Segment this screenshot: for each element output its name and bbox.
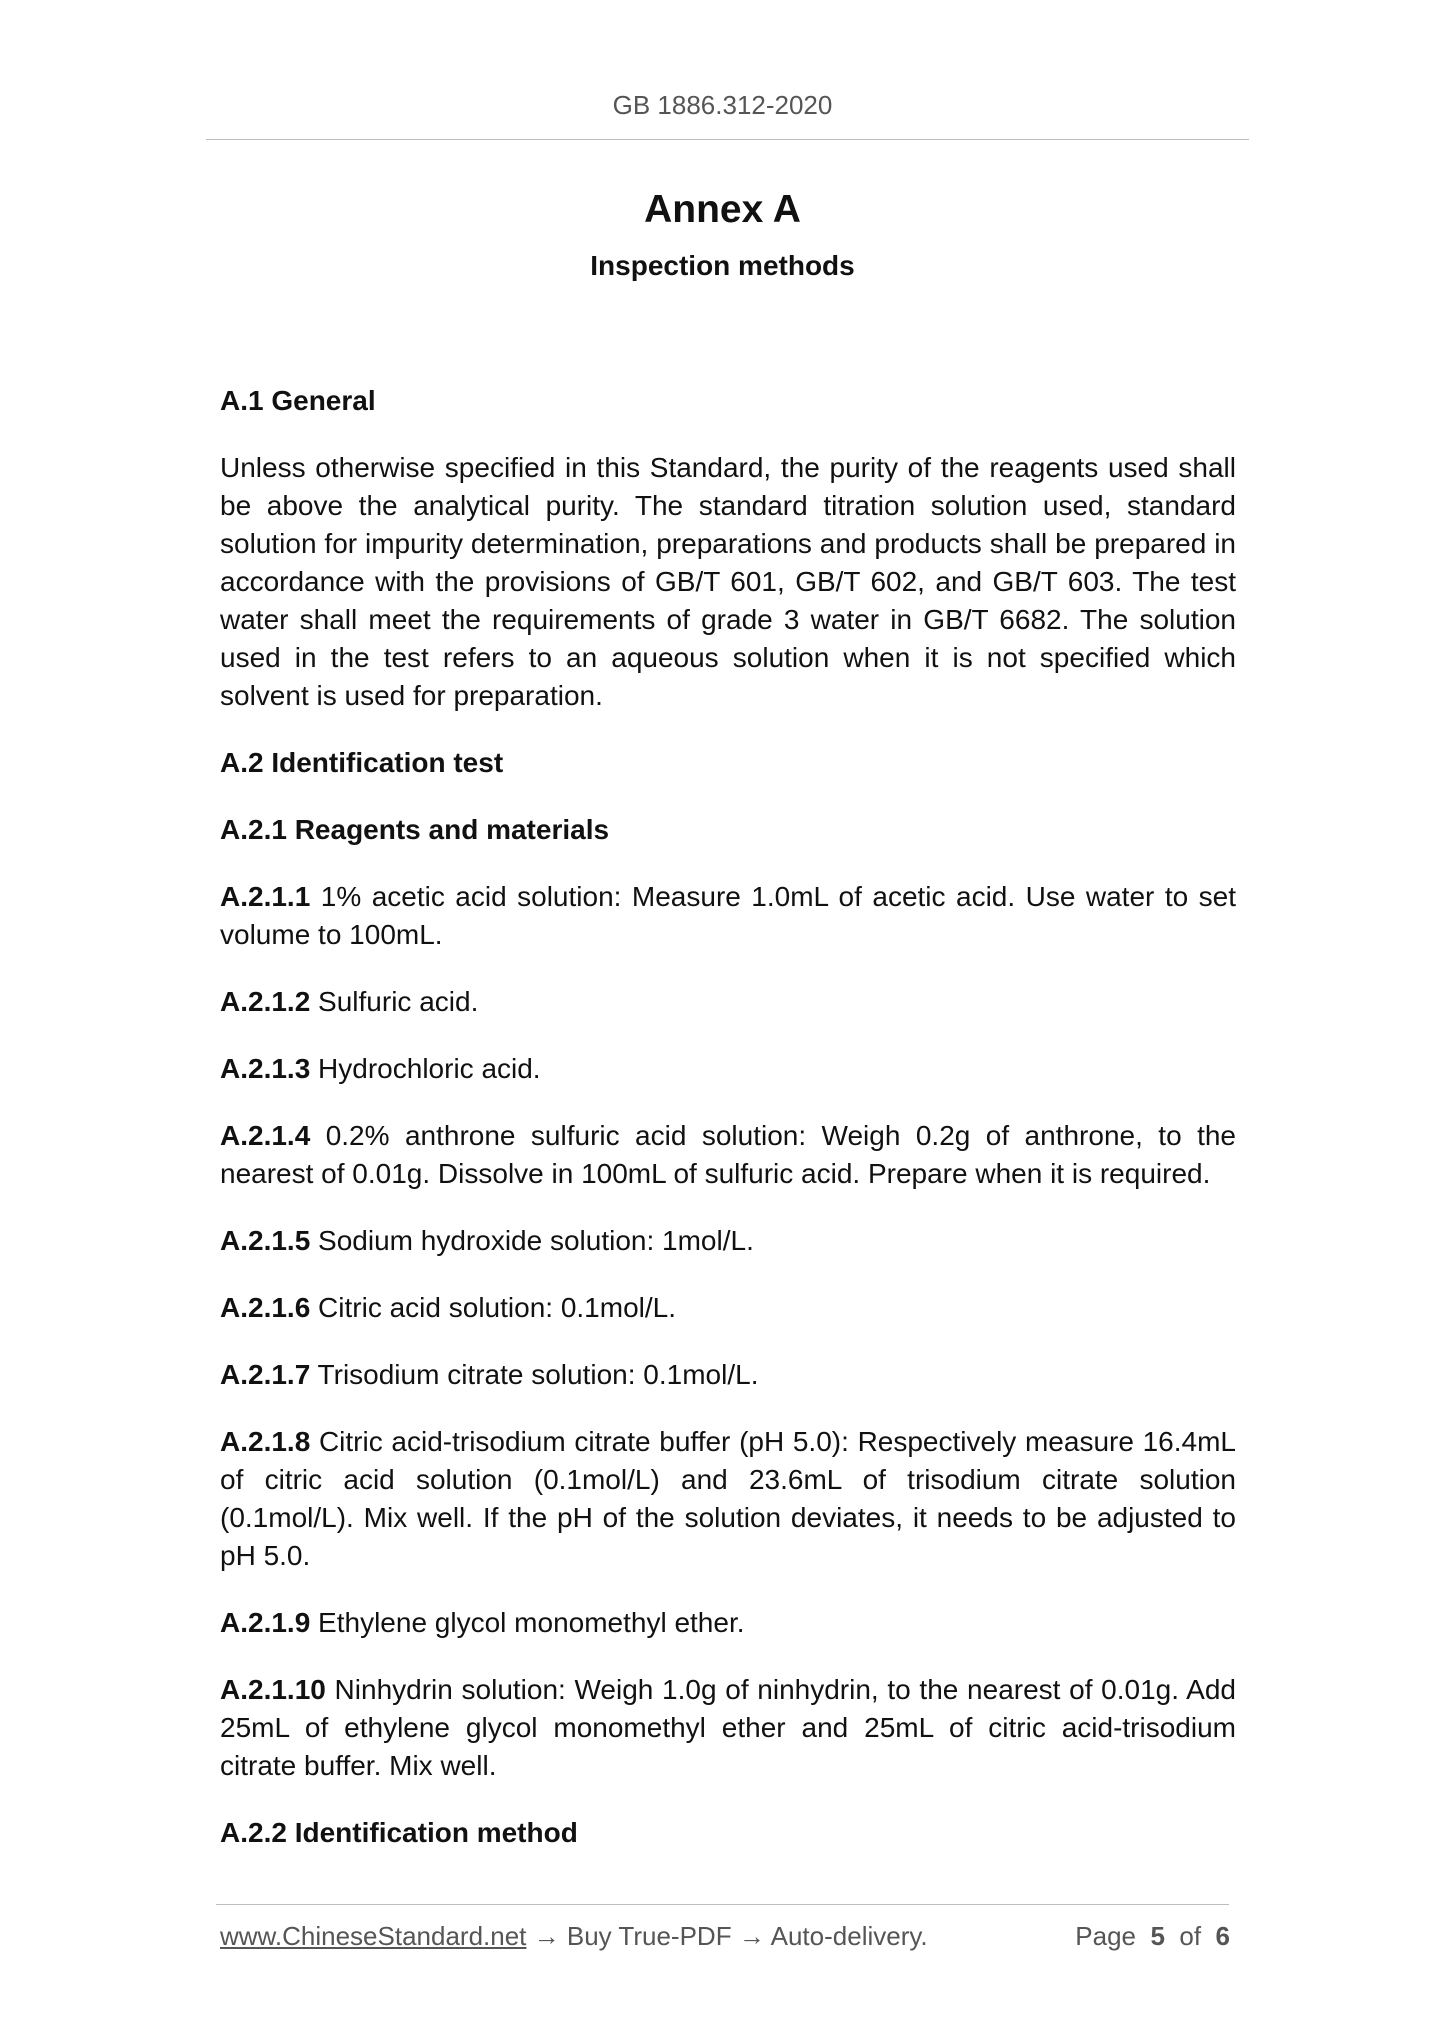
section-heading-a2: A.2 Identification test bbox=[220, 747, 504, 778]
document-header: GB 1886.312-2020 bbox=[612, 90, 833, 120]
clause-a212 bbox=[220, 983, 1236, 1021]
buy-text: Buy True-PDF bbox=[566, 1921, 732, 1951]
header-divider bbox=[206, 139, 1249, 140]
clause-number: A.2.1.7 bbox=[220, 1359, 311, 1390]
clause-text: Hydrochloric acid. bbox=[310, 1053, 541, 1084]
section-heading-a22: A.2.2 Identification method bbox=[220, 1817, 578, 1848]
clause-a217 bbox=[220, 1356, 1236, 1394]
clause-text: Citric acid-trisodium citrate buffer (pH 5.0): Respectively measure 16.4mL of citric acid solution (0.1mol/L) and 23.6mL of trisodium citrate solution (0.1mol/L). Mix well. If the pH of the solution deviates, it needs to be adjusted to pH 5.0. bbox=[220, 1426, 1236, 1571]
delivery-text: Auto-delivery. bbox=[770, 1921, 928, 1951]
clause-text: Citric acid solution: 0.1mol/L. bbox=[310, 1292, 676, 1323]
total-pages: 6 bbox=[1215, 1921, 1230, 1951]
clause-a214 bbox=[220, 1117, 1236, 1193]
clause-number: A.2.1.8 bbox=[220, 1426, 311, 1457]
clause-number: A.2.1.6 bbox=[220, 1292, 311, 1323]
footer-promo bbox=[220, 1921, 928, 1952]
clause-number: A.2.1.9 bbox=[220, 1607, 311, 1638]
clause-a215 bbox=[220, 1222, 1236, 1260]
clause-number: A.2.1.5 bbox=[220, 1225, 311, 1256]
clause-number: A.2.1.3 bbox=[220, 1053, 311, 1084]
clause-number: A.2.1.4 bbox=[220, 1120, 311, 1151]
clause-text: Sulfuric acid. bbox=[310, 986, 479, 1017]
clause-a213 bbox=[220, 1050, 1236, 1088]
clause-text: Ninhydrin solution: Weigh 1.0g of ninhydrin, to the nearest of 0.01g. Add 25mL of ethylene glycol monomethyl ether and 25mL of citric acid-trisodium citrate buffer. Mix well. bbox=[220, 1674, 1236, 1781]
section-a1-paragraph: Unless otherwise specified in this Standard, the purity of the reagents used shall be above the analytical purity. The standard titration solution used, standard solution for impurity determination, preparations and products shall be prepared in accordance with the provisions of GB/T 601, GB/T 602, and GB/T 603. The test water shall meet the requirements of grade 3 water in GB/T 6682. The solution used in the test refers to an aqueous solution when it is not specified which solvent is used for preparation. bbox=[220, 452, 1236, 711]
clause-text: Sodium hydroxide solution: 1mol/L. bbox=[310, 1225, 754, 1256]
section-heading-a21: A.2.1 Reagents and materials bbox=[220, 814, 610, 845]
clause-number: A.2.1.2 bbox=[220, 986, 311, 1017]
clause-number: A.2.1.1 bbox=[220, 881, 311, 912]
current-page: 5 bbox=[1150, 1921, 1165, 1951]
clause-a218 bbox=[220, 1423, 1236, 1575]
arrow-icon: → bbox=[533, 1921, 560, 1951]
page-number bbox=[1075, 1921, 1230, 1952]
clause-a216 bbox=[220, 1289, 1236, 1327]
clause-number: A.2.1.10 bbox=[220, 1674, 326, 1705]
annex-title: Annex A bbox=[644, 188, 801, 231]
clause-text: 1% acetic acid solution: Measure 1.0mL of acetic acid. Use water to set volume to 100mL. bbox=[220, 881, 1236, 950]
page-label: Page bbox=[1075, 1921, 1137, 1951]
clause-a211 bbox=[220, 878, 1236, 954]
document-body bbox=[220, 382, 1236, 1881]
clause-text: 0.2% anthrone sulfuric acid solution: Weigh 0.2g of anthrone, to the nearest of 0.01g. Dissolve in 100mL of sulfuric acid. Prepare when it is required. bbox=[220, 1120, 1236, 1189]
clause-a2110 bbox=[220, 1671, 1236, 1785]
page-of: of bbox=[1179, 1921, 1202, 1951]
arrow-icon: → bbox=[738, 1921, 765, 1951]
clause-a219 bbox=[220, 1604, 1236, 1642]
annex-subtitle: Inspection methods bbox=[590, 250, 855, 281]
website-link[interactable]: www.ChineseStandard.net bbox=[220, 1921, 527, 1951]
footer-divider bbox=[216, 1904, 1229, 1905]
section-heading-a1: A.1 General bbox=[220, 385, 376, 416]
clause-text: Ethylene glycol monomethyl ether. bbox=[310, 1607, 745, 1638]
clause-text: Trisodium citrate solution: 0.1mol/L. bbox=[310, 1359, 759, 1390]
